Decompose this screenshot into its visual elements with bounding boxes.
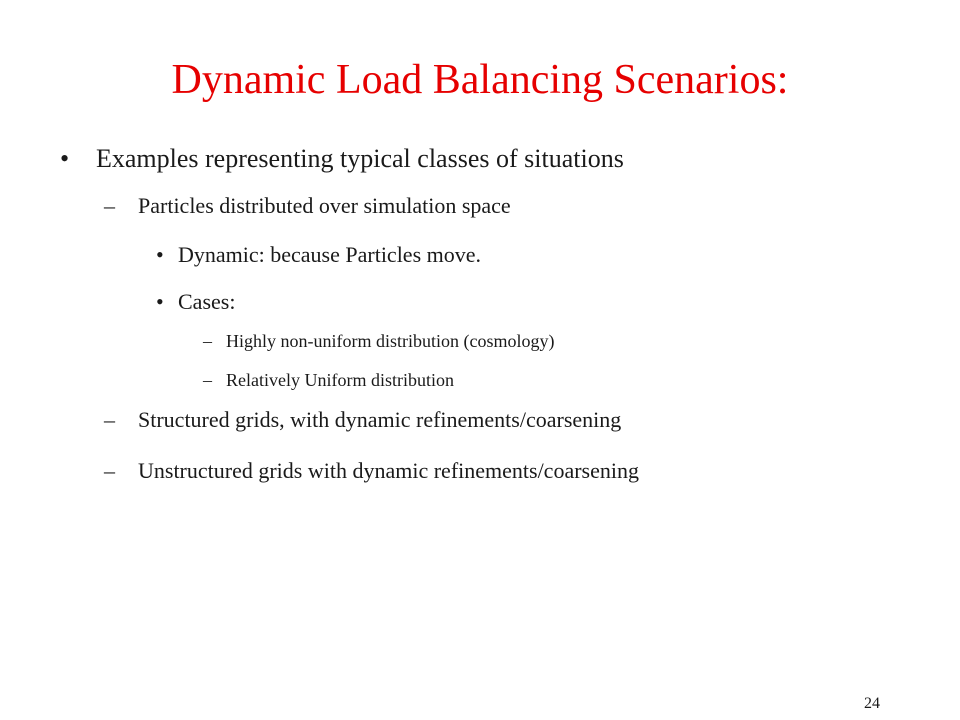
page-number: 24	[864, 695, 880, 712]
dash-marker: –	[203, 331, 212, 351]
sub-item-text: Unstructured grids with dynamic refinements/coarsening	[138, 458, 639, 483]
dash-marker: –	[203, 370, 212, 390]
bullet-marker: •	[60, 144, 70, 173]
bullet-text: Examples representing typical classes of situations	[96, 144, 624, 173]
dash-marker: –	[104, 407, 115, 432]
slide-title: Dynamic Load Balancing Scenarios:	[171, 57, 789, 103]
sub-item-text: Particles distributed over simulation space	[138, 193, 511, 218]
dash-marker: –	[104, 458, 115, 483]
bullet-marker: •	[156, 242, 164, 267]
detail-item-text: Relatively Uniform distribution	[226, 370, 454, 390]
dash-marker: –	[104, 193, 115, 218]
detail-item-text: Highly non-uniform distribution (cosmology)	[226, 331, 555, 351]
sub-sub-item-text: Dynamic: because Particles move.	[178, 242, 482, 267]
bullet-marker: •	[156, 289, 164, 314]
sub-sub-item-text: Cases:	[178, 289, 236, 314]
sub-item-text: Structured grids, with dynamic refinements/coarsening	[138, 407, 622, 432]
